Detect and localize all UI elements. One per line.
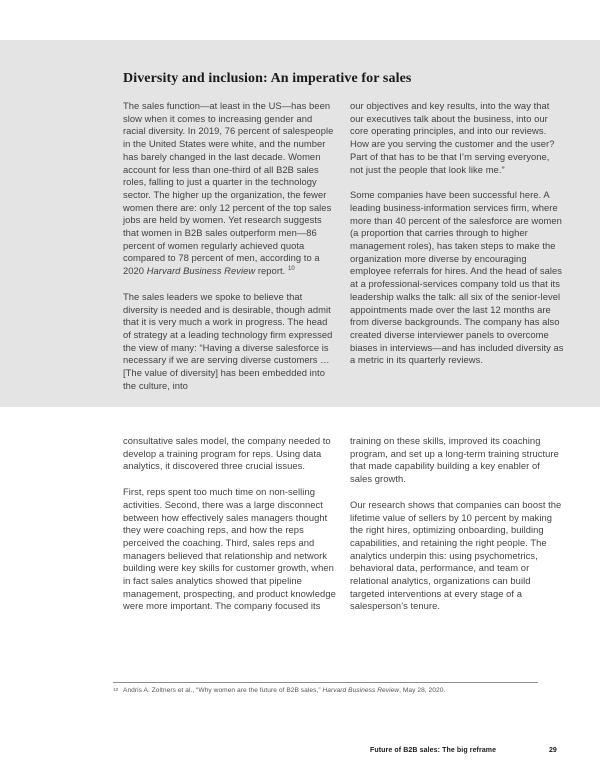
report-title: Future of B2B sales: The big reframe xyxy=(370,747,497,754)
body-columns xyxy=(123,435,564,626)
paragraph-text: The sales function—at least in the US—has been slow when it comes to increasing gender and racial diversity. In 2019, 76 percent of salespeople in the United States were white, and the number has barely changed in the last decade. Women account for less than one-third of all B2B sales roles, falling to just a quarter in the technology sector. The higher up the organization, the fewer women there are: only 12 percent of the top sales jobs are held by women. Yet research suggests that women in B2B sales outperform men—86 percent of women regularly achieved quota compared to 78 percent of men, according to a 2020 xyxy=(123,100,334,277)
footnote-source-italic: Harvard Business Review xyxy=(322,687,400,694)
footnote-date: , May 28, 2020. xyxy=(399,687,446,694)
body-column-right xyxy=(350,435,564,626)
page-number: 29 xyxy=(549,747,557,754)
diversity-sidebar-panel xyxy=(0,40,600,407)
panel-paragraph-4: Some companies have been successful here. A leading business-information services firm, where more than 40 percent of the salesforce are women (a proportion that carries through to higher management roles), has taken steps to make the organization more diverse by encouraging employee referrals for hires. And the head of sales at a professional-services company told us that its leadership walks the talk: all six of the senior-level appointments made over the last 12 months are from diverse backgrounds. The company has also created diverse interviewer panels to overcome biases in interviews—and has included diversity as a metric in its quarterly reviews. xyxy=(350,189,564,366)
body-column-left xyxy=(123,435,337,626)
footnote-marker: 10 xyxy=(113,687,119,692)
body-section xyxy=(123,435,564,626)
panel-paragraph-2: The sales leaders we spoke to believe that diversity is needed and is desirable, though admit that it is very much a work in progress. The head of strategy at a leading technology firm expressed the view of many: “Having a diverse salesforce is necessary if we are serving diverse customers … [The value of diversity] has been embedded into the culture, into xyxy=(123,290,333,391)
panel-column-left xyxy=(123,100,337,405)
footnote-divider xyxy=(113,682,538,683)
body-paragraph-3: training on these skills, improved its coaching program, and set up a long-term training structure that made capability building a key enabler of sales growth. xyxy=(350,435,559,485)
panel-title: Diversity and inclusion: An imperative for sales xyxy=(123,71,412,86)
body-paragraph-1: consultative sales model, the company needed to develop a training program for reps. Using data analytics, it discovered three crucial issues. xyxy=(123,435,331,472)
footnote-text xyxy=(123,686,553,695)
body-paragraph-2: First, reps spent too much time on non-selling activities. Second, there was a large disconnect between how effectively sales managers thought they were coaching reps, and how the reps perceived the coaching. Third, sales reps and managers believed that relationship and network building were key skills for customer growth, when in fact sales analytics showed that pipeline management, prospecting, and product knowledge were more important. The company focused its xyxy=(123,486,336,612)
paragraph-text: report. xyxy=(255,265,288,277)
panel-columns xyxy=(123,100,564,405)
italic-citation: Harvard Business Review xyxy=(146,265,256,277)
panel-column-right xyxy=(350,100,564,405)
body-paragraph-4: Our research shows that companies can boost the lifetime value of sellers by 10 percent by making the right hires, optimizing onboarding, building capabilities, and retaining the right people. The analytics underpin this: using psychometrics, behavioral data, performance, and team or relational analytics, organizations can build targeted interventions at every stage of a salesperson’s tenure. xyxy=(350,498,562,612)
footnote-ref: 10 xyxy=(287,266,295,273)
footnote-citation: Andris A. Zoltners et al., “Why women are the future of B2B sales,” xyxy=(123,687,323,694)
footnote xyxy=(113,686,553,695)
panel-paragraph-1 xyxy=(123,100,337,278)
panel-paragraph-3: our objectives and key results, into the way that our executives talk about the business, into our core operating principles, and into our reviews. How are you serving the customer and the user? Part of that has to be that I’m serving everyone, not just the people that look like me.” xyxy=(350,100,555,175)
